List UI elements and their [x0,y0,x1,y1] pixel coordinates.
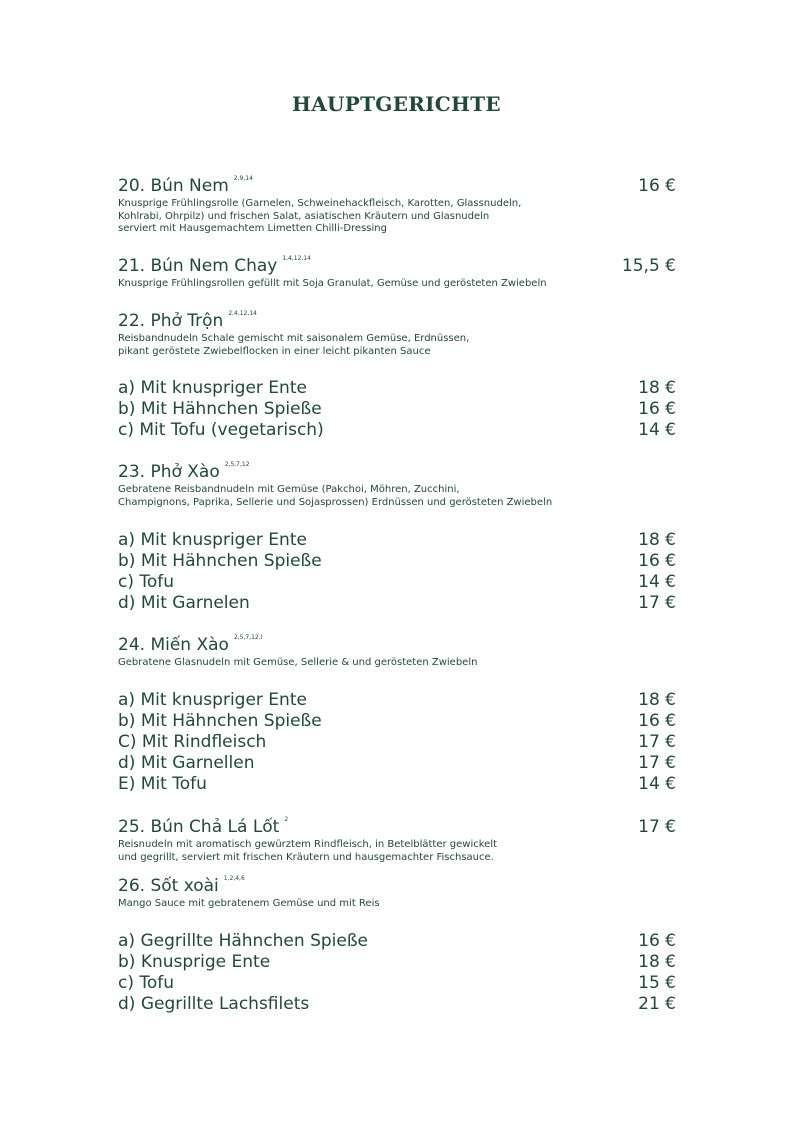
dish-description: Knusprige Frühlingsrolle (Garnelen, Schweinehackfleisch, Karotten, Glassnudeln, Kohlrabi, Ohrpilz) und frischen Salat, asiatischen Kräutern und Glasnudeln serviert mit Hausgemachtem Limetten Chilli-Dressing [118,198,522,234]
page-title: HAUPTGERICHTE [292,92,501,116]
option-label: c) Mit Tofu (vegetarisch) [118,420,324,440]
option-item [118,593,676,614]
option-list-22 [118,378,676,441]
option-price: 16 € [638,711,676,731]
option-item [118,378,676,399]
dish-description: Reisnudeln mit aromatisch gewürztem Rindfleisch, in Betelblätter gewickelt und gegrillt, serviert mit frischen Kräutern und hausgemachter Fischsauce. [118,839,498,863]
option-price: 16 € [638,551,676,571]
menu-item-25 [118,816,676,864]
option-item [118,690,676,711]
allergen-codes: 1,2,4,6 [223,875,245,882]
option-item [118,753,676,774]
allergen-codes: 2,9,14 [233,175,253,182]
option-item [118,572,676,593]
dish-description: Knusprige Frühlingsrollen gefüllt mit Soja Granulat, Gemüse und gerösteten Zwiebeln [118,278,547,289]
menu-item-20 [118,175,676,236]
dish-description: Reisbandnudeln Schale gemischt mit saisonalem Gemüse, Erdnüssen, pikant geröstete Zwiebelflocken in einer leicht pikanten Sauce [118,333,470,357]
dish-description: Gebratene Glasnudeln mit Gemüse, Sellerie & und gerösteten Zwiebeln [118,657,478,668]
dish-name: 24. Miến Xào [118,635,229,655]
option-item [118,420,676,441]
option-price: 18 € [638,378,676,398]
option-item [118,399,676,420]
option-label: b) Mit Hähnchen Spieße [118,711,322,731]
dish-description: Mango Sauce mit gebratenem Gemüse und mit Reis [118,898,380,909]
dish-name: 26. Sốt xoài [118,876,219,896]
option-item [118,973,676,994]
option-label: C) Mit Rindfleisch [118,732,267,752]
option-price: 18 € [638,952,676,972]
option-label: a) Mit knuspriger Ente [118,530,307,550]
allergen-codes: 2,5,7,12,l [233,634,263,641]
menu-item-26 [118,875,676,911]
option-label: d) Mit Garnellen [118,753,255,773]
option-price: 21 € [638,994,676,1014]
dish-description: Gebratene Reisbandnudeln mit Gemüse (Pakchoi, Möhren, Zucchini, Champignons, Paprika, Sellerie und Sojasprossen) Erdnüssen und gerösteten Zwiebeln [118,484,553,508]
option-price: 16 € [638,399,676,419]
dish-price: 15,5 € [621,256,676,276]
option-item [118,732,676,753]
option-label: c) Tofu [118,572,175,592]
option-label: a) Mit knuspriger Ente [118,690,307,710]
option-price: 18 € [638,690,676,710]
option-price: 17 € [638,732,676,752]
option-price: 16 € [638,931,676,951]
dish-price: 16 € [638,176,676,196]
option-price: 14 € [638,572,676,592]
menu-item-21 [118,255,676,291]
option-price: 17 € [638,593,676,613]
dish-price: 17 € [638,817,676,837]
option-price: 18 € [638,530,676,550]
option-list-23 [118,530,676,614]
option-item [118,931,676,952]
option-item [118,551,676,572]
option-price: 17 € [638,753,676,773]
option-label: a) Mit knuspriger Ente [118,378,307,398]
option-label: d) Mit Garnelen [118,593,250,613]
option-label: a) Gegrillte Hähnchen Spieße [118,931,369,951]
allergen-codes: 2,5,7,12 [224,461,250,468]
dish-name: 21. Bún Nem Chay [118,256,278,276]
option-label: b) Mit Hähnchen Spieße [118,399,322,419]
option-item [118,711,676,732]
dish-name: 20. Bún Nem [118,176,229,196]
option-item [118,952,676,973]
option-item [118,994,676,1015]
dish-name: 22. Phở Trộn [118,311,224,331]
dish-name: 23. Phở Xào [118,462,220,482]
option-label: d) Gegrillte Lachsfilets [118,994,310,1014]
option-label: b) Knusprige Ente [118,952,271,972]
option-item [118,774,676,795]
option-list-24 [118,690,676,795]
menu-item-23 [118,461,676,509]
option-label: c) Tofu [118,973,175,993]
option-price: 15 € [638,973,676,993]
allergen-codes: 1,4,12,14 [282,255,311,262]
option-price: 14 € [638,774,676,794]
option-label: E) Mit Tofu [118,774,207,794]
option-label: b) Mit Hähnchen Spieße [118,551,322,571]
option-price: 14 € [638,420,676,440]
menu-item-24 [118,634,676,670]
menu-item-22 [118,310,676,358]
allergen-codes: 2 [284,816,289,823]
option-list-26 [118,931,676,1015]
option-item [118,530,676,551]
allergen-codes: 2,4,12,14 [228,310,257,317]
dish-name: 25. Bún Chả Lá Lốt [118,817,280,837]
